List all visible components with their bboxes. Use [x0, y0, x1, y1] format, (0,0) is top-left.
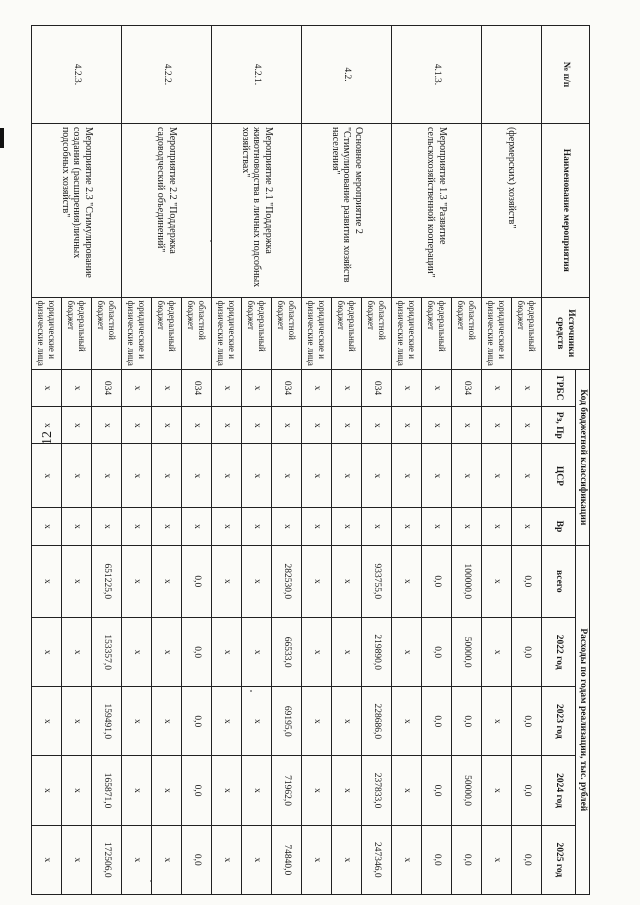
budget-code-cell: х	[302, 369, 332, 406]
expense-cell: 100000,0	[452, 545, 482, 617]
table-row	[92, 26, 122, 895]
budget-code-cell: х	[302, 407, 332, 444]
budget-code-cell: х	[182, 407, 212, 444]
budget-code-cell: х	[152, 444, 182, 508]
budget-code-cell: х	[452, 407, 482, 444]
budget-code-cell: х	[152, 369, 182, 406]
table-row	[272, 26, 302, 895]
budget-code-cell: х	[482, 369, 512, 406]
header-source: Источники средств	[542, 297, 590, 369]
funding-source: областной бюджет	[182, 297, 212, 369]
expense-cell: х	[62, 545, 92, 617]
expense-cell: х	[212, 618, 242, 687]
expense-cell: 0,0	[452, 825, 482, 894]
expense-cell: х	[332, 545, 362, 617]
expense-cell: х	[242, 618, 272, 687]
row-number: 4.2.3.	[32, 26, 122, 124]
activity-name: Мероприятие 2.1 "Поддержка животноводства в личных подсобных хозяйствах"	[212, 123, 302, 297]
expense-cell: 0,0	[422, 825, 452, 894]
expense-cell: 0,0	[182, 618, 212, 687]
budget-code-cell: х	[32, 407, 62, 444]
funding-source: федеральный бюджет	[332, 297, 362, 369]
expense-cell: х	[122, 825, 152, 894]
budget-code-cell: х	[32, 369, 62, 406]
expense-cell: х	[302, 618, 332, 687]
header-exp-2024: 2024 год	[542, 756, 576, 825]
budget-code-cell: х	[482, 444, 512, 508]
expense-cell: х	[122, 756, 152, 825]
expense-cell: х	[152, 618, 182, 687]
expense-cell: х	[332, 687, 362, 756]
activity-name: Мероприятие 1.3 "Развитие сельскохозяйственной кооперации"	[392, 123, 482, 297]
budget-code-cell: х	[212, 444, 242, 508]
expense-cell: 0,0	[512, 687, 542, 756]
budget-code-cell: х	[272, 508, 302, 545]
header-code-vr: Вр	[542, 508, 576, 545]
expense-cell: х	[302, 825, 332, 894]
funding-source: юридические и физические лица	[482, 297, 512, 369]
budget-code-cell: х	[512, 508, 542, 545]
expense-cell: х	[332, 756, 362, 825]
budget-code-cell: 034	[452, 369, 482, 406]
expense-cell: х	[62, 687, 92, 756]
budget-code-cell: х	[122, 508, 152, 545]
budget-code-cell: х	[62, 508, 92, 545]
expense-cell: х	[482, 618, 512, 687]
expense-cell: 50000,0	[452, 618, 482, 687]
expense-cell: х	[482, 825, 512, 894]
expense-cell: х	[32, 618, 62, 687]
table-row	[452, 26, 482, 895]
header-exp-2022: 2022 год	[542, 618, 576, 687]
page-number: 12	[40, 431, 55, 445]
funding-source: федеральный бюджет	[422, 297, 452, 369]
expense-cell: 172506,0	[92, 825, 122, 894]
activity-name: Мероприятие 2.3 "Стимулирование создания (расширения)личных подсобных хозяйств"	[32, 123, 122, 297]
expense-cell: х	[212, 545, 242, 617]
budget-code-cell: 034	[92, 369, 122, 406]
expense-cell: х	[122, 687, 152, 756]
budget-code-cell: х	[92, 407, 122, 444]
expense-cell: х	[62, 756, 92, 825]
budget-code-cell: х	[32, 444, 62, 508]
row-number: 4.2.1.	[212, 26, 302, 124]
budget-code-cell: х	[482, 407, 512, 444]
budget-code-cell: 034	[182, 369, 212, 406]
expense-cell: х	[242, 545, 272, 617]
budget-table	[31, 25, 590, 895]
expense-cell: х	[302, 687, 332, 756]
expense-cell: х	[242, 756, 272, 825]
expense-cell: х	[62, 618, 92, 687]
budget-code-cell: х	[482, 508, 512, 545]
budget-code-cell: х	[512, 407, 542, 444]
expense-cell: 159491,0	[92, 687, 122, 756]
header-expense-group: Расходы по годам реализации, тыс. рублей	[576, 545, 590, 894]
expense-cell: 237833,0	[362, 756, 392, 825]
expense-cell: 0,0	[182, 545, 212, 617]
expense-cell: х	[152, 756, 182, 825]
row-number: 4.2.2.	[122, 26, 212, 124]
expense-cell: х	[152, 825, 182, 894]
budget-code-cell: х	[362, 444, 392, 508]
expense-cell: х	[332, 825, 362, 894]
expense-cell: х	[482, 687, 512, 756]
expense-cell: 219890,0	[362, 618, 392, 687]
expense-cell: 66533,0	[272, 618, 302, 687]
funding-source: юридические и физические лица	[122, 297, 152, 369]
expense-cell: 0,0	[512, 618, 542, 687]
budget-code-cell: х	[512, 369, 542, 406]
expense-cell: х	[152, 687, 182, 756]
budget-code-cell: 034	[362, 369, 392, 406]
budget-code-cell: х	[62, 407, 92, 444]
budget-code-cell: х	[32, 508, 62, 545]
budget-code-cell: х	[452, 444, 482, 508]
budget-code-cell: х	[512, 444, 542, 508]
header-exp-2025: 2025 год	[542, 825, 576, 894]
funding-source: областной бюджет	[452, 297, 482, 369]
expense-cell: х	[122, 618, 152, 687]
expense-cell: х	[242, 687, 272, 756]
header-exp-total: всего	[542, 545, 576, 617]
table-row	[182, 26, 212, 895]
budget-code-cell: х	[92, 444, 122, 508]
table-row	[512, 26, 542, 895]
budget-code-cell: х	[332, 407, 362, 444]
funding-source: федеральный бюджет	[62, 297, 92, 369]
row-number: 4.2.	[302, 26, 392, 124]
expense-cell: 74840,0	[272, 825, 302, 894]
budget-code-cell: х	[302, 508, 332, 545]
funding-source: федеральный бюджет	[152, 297, 182, 369]
expense-cell: 228686,0	[362, 687, 392, 756]
expense-cell: 247346,0	[362, 825, 392, 894]
expense-cell: х	[212, 825, 242, 894]
expense-cell: х	[392, 618, 422, 687]
funding-source: федеральный бюджет	[512, 297, 542, 369]
expense-cell: х	[212, 687, 242, 756]
expense-cell: х	[32, 687, 62, 756]
funding-source: юридические и физические лица	[32, 297, 62, 369]
expense-cell: х	[332, 618, 362, 687]
header-code-grbs: ГРБС	[542, 369, 576, 406]
budget-code-cell: х	[272, 444, 302, 508]
header-code-rzpr: Рз, Пр	[542, 407, 576, 444]
budget-code-cell: х	[62, 444, 92, 508]
table-header	[542, 26, 590, 895]
budget-code-cell: х	[122, 369, 152, 406]
budget-code-cell: х	[122, 444, 152, 508]
expense-cell: 0,0	[512, 756, 542, 825]
header-name: Наименование мероприятия	[542, 123, 590, 297]
expense-cell: х	[62, 825, 92, 894]
expense-cell: 0,0	[422, 618, 452, 687]
expense-cell: 165871,0	[92, 756, 122, 825]
budget-code-cell: х	[392, 444, 422, 508]
activity-name: (фермерских) хозяйств"	[482, 123, 542, 297]
budget-code-cell: х	[392, 369, 422, 406]
expense-cell: 0,0	[512, 825, 542, 894]
budget-code-cell: х	[422, 508, 452, 545]
table-row	[362, 26, 392, 895]
expense-cell: х	[302, 756, 332, 825]
budget-code-cell: х	[122, 407, 152, 444]
row-number: 4.1.3.	[392, 26, 482, 124]
expense-cell: х	[392, 756, 422, 825]
header-exp-2023: 2023 год	[542, 687, 576, 756]
budget-code-cell: х	[212, 407, 242, 444]
expense-cell: 153357,0	[92, 618, 122, 687]
expense-cell: 0,0	[182, 825, 212, 894]
budget-code-cell: х	[242, 444, 272, 508]
expense-cell: 71962,0	[272, 756, 302, 825]
expense-cell: 0,0	[422, 756, 452, 825]
budget-code-cell: х	[182, 444, 212, 508]
budget-code-cell: х	[242, 407, 272, 444]
expense-cell: х	[32, 825, 62, 894]
expense-cell: х	[392, 825, 422, 894]
budget-code-cell: х	[152, 407, 182, 444]
budget-code-cell: 034	[272, 369, 302, 406]
expense-cell: х	[32, 545, 62, 617]
expense-cell: 0,0	[512, 545, 542, 617]
budget-code-cell: х	[302, 444, 332, 508]
budget-code-cell: х	[422, 369, 452, 406]
expense-cell: х	[152, 545, 182, 617]
budget-code-cell: х	[242, 508, 272, 545]
expense-cell: 0,0	[452, 687, 482, 756]
expense-cell: х	[242, 825, 272, 894]
budget-code-cell: х	[212, 508, 242, 545]
expense-cell: х	[212, 756, 242, 825]
funding-source: областной бюджет	[362, 297, 392, 369]
budget-code-cell: х	[362, 407, 392, 444]
budget-code-cell: х	[392, 508, 422, 545]
expense-cell: 69195,0	[272, 687, 302, 756]
expense-cell: 0,0	[422, 545, 452, 617]
funding-source: юридические и физические лица	[302, 297, 332, 369]
budget-code-cell: х	[332, 444, 362, 508]
budget-code-cell: х	[392, 407, 422, 444]
activity-name: Основное мероприятие 2 "Стимулирование развития хозяйств населения"	[302, 123, 392, 297]
expense-cell: 0,0	[182, 756, 212, 825]
funding-source: областной бюджет	[92, 297, 122, 369]
expense-cell: 0,0	[182, 687, 212, 756]
header-code-csr: ЦСР	[542, 444, 576, 508]
funding-source: юридические и физические лица	[392, 297, 422, 369]
header-num: № п/п	[542, 26, 590, 124]
rotated-table-wrapper	[36, 25, 590, 895]
row-number	[482, 26, 542, 124]
expense-cell: х	[32, 756, 62, 825]
expense-cell: х	[122, 545, 152, 617]
budget-code-cell: х	[62, 369, 92, 406]
expense-cell: х	[392, 545, 422, 617]
budget-code-cell: х	[92, 508, 122, 545]
budget-code-cell: х	[152, 508, 182, 545]
budget-code-cell: х	[272, 407, 302, 444]
expense-cell: х	[482, 756, 512, 825]
budget-code-cell: х	[182, 508, 212, 545]
budget-code-cell: х	[452, 508, 482, 545]
expense-cell: х	[482, 545, 512, 617]
table-body	[32, 26, 542, 895]
expense-cell: 651225,0	[92, 545, 122, 617]
budget-code-cell: х	[422, 444, 452, 508]
budget-code-cell: х	[332, 508, 362, 545]
expense-cell: 0,0	[422, 687, 452, 756]
budget-code-cell: х	[422, 407, 452, 444]
budget-code-cell: х	[332, 369, 362, 406]
expense-cell: х	[392, 687, 422, 756]
budget-code-cell: х	[242, 369, 272, 406]
scan-edge-mark	[0, 128, 4, 148]
budget-code-cell: х	[362, 508, 392, 545]
funding-source: областной бюджет	[272, 297, 302, 369]
expense-cell: 282530,0	[272, 545, 302, 617]
funding-source: федеральный бюджет	[242, 297, 272, 369]
budget-code-cell: х	[212, 369, 242, 406]
expense-cell: 50000,0	[452, 756, 482, 825]
expense-cell: 933755,0	[362, 545, 392, 617]
header-code-group: Код бюджетной классификации	[576, 369, 590, 545]
expense-cell: х	[302, 545, 332, 617]
activity-name: Мероприятие 2.2 "Поддержка садоводческий объединений"	[122, 123, 212, 297]
funding-source: юридические и физические лица	[212, 297, 242, 369]
